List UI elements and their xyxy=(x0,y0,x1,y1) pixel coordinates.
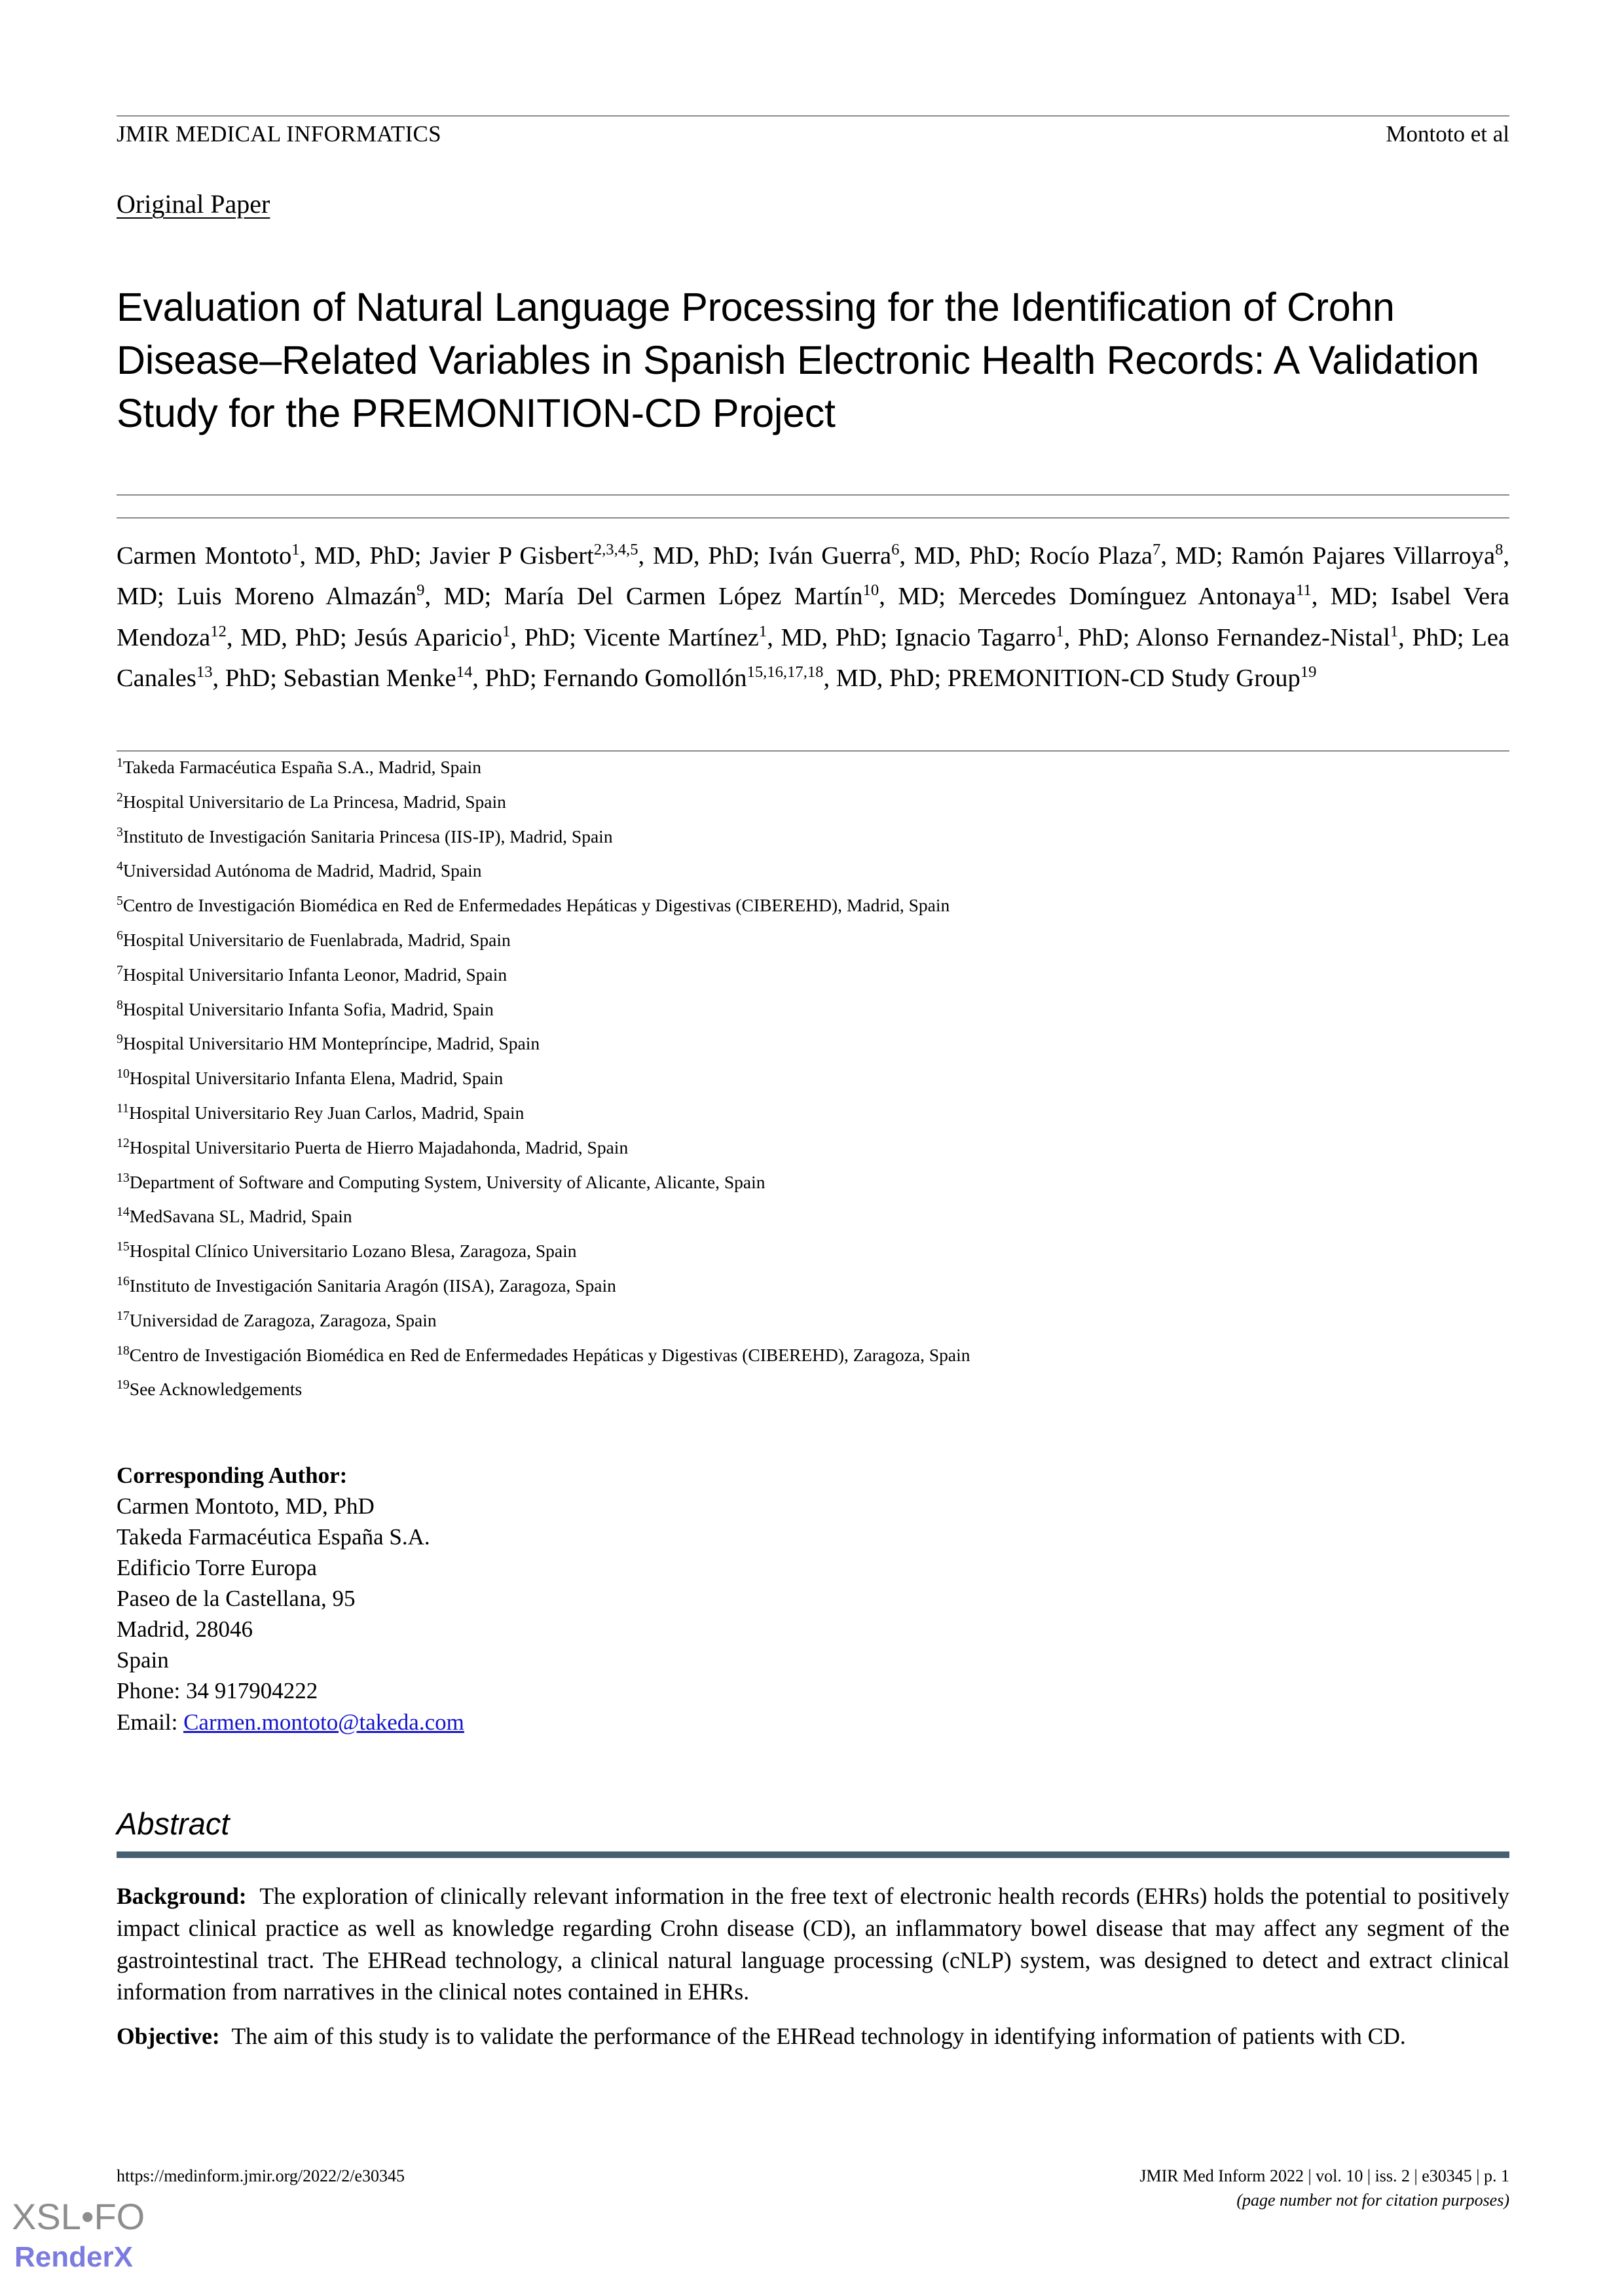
affiliation-number: 4 xyxy=(117,859,123,874)
author-name: Jesús Aparicio xyxy=(354,623,502,651)
author-list xyxy=(117,536,1509,699)
author-affiliation-index: 1 xyxy=(291,541,300,559)
affiliation-number: 16 xyxy=(117,1273,130,1288)
abstract-section-text: The exploration of clinically relevant information in the free text of electronic health records (EHRs) holds the potential to positively impact clinical practice as well as knowledge regarding Crohn disease (CD), an inflammatory bowel disease that may affect any segment of the gastrointestinal tract. The EHRead technology, a clinical natural language processing (cNLP) system, was designed to detect and extract clinical information from narratives in the clinical notes contained in EHRs. xyxy=(117,1883,1510,2005)
affiliation-item xyxy=(117,1239,1509,1262)
footer-citation-note: (page number not for citation purposes) xyxy=(1236,2190,1509,2210)
affiliation-number: 9 xyxy=(117,1032,123,1047)
author-affiliation-index: 9 xyxy=(416,581,425,600)
author-degrees: , MD, PhD; xyxy=(638,542,769,570)
affiliation-text: Universidad de Zaragoza, Zaragoza, Spain xyxy=(129,1309,437,1330)
author-affiliation-index: 7 xyxy=(1153,541,1161,559)
author-affiliation-index: 8 xyxy=(1495,541,1504,559)
author-degrees: , MD; xyxy=(424,583,504,611)
author-affiliation-index: 13 xyxy=(196,663,213,682)
author-affiliation-index: 2,3,4,5 xyxy=(593,541,638,559)
affiliation-number: 8 xyxy=(117,997,123,1012)
affiliation-item xyxy=(117,1308,1509,1330)
abstract-heading: Abstract xyxy=(117,1806,230,1841)
author-name: Isabel Vera Mendoza xyxy=(117,583,1510,651)
author-name: Carmen Montoto xyxy=(117,542,292,570)
corresponding-author-heading: Corresponding Author: xyxy=(117,1463,348,1488)
xsl-fo-wordmark: XSL•FO xyxy=(12,2196,145,2237)
affiliation-item xyxy=(117,1343,1509,1365)
corresponding-author-city-zip: Madrid, 28046 xyxy=(117,1616,253,1643)
abstract-section-label: Objective: xyxy=(117,2023,220,2050)
affiliation-text: Instituto de Investigación Sanitaria Aragón (IISA), Zaragoza, Spain xyxy=(129,1275,616,1296)
footer-url[interactable]: https://medinform.jmir.org/2022/2/e30345 xyxy=(117,2166,405,2185)
page-title: Evaluation of Natural Language Processing for the Identification of Crohn Disease–Related Variables in Spanish Electronic Health Records: A Validation Study for the PREMONITION-CD Project xyxy=(117,284,1479,436)
author-name: Alonso Fernandez-Nistal xyxy=(1135,623,1390,651)
affiliation-list xyxy=(117,755,1509,1415)
affiliation-number: 6 xyxy=(117,928,123,943)
affiliation-number: 1 xyxy=(117,755,123,770)
affiliation-text: See Acknowledgements xyxy=(129,1379,303,1400)
affiliation-item xyxy=(117,1207,1509,1226)
affiliation-item xyxy=(117,859,1509,881)
affiliation-text: Universidad Autónoma de Madrid, Madrid, Spain xyxy=(122,860,482,881)
author-name: Sebastian Menke xyxy=(283,665,456,693)
author-affiliation-index: 15,16,17,18 xyxy=(747,663,824,682)
affiliation-text: Hospital Universitario Infanta Elena, Madrid, Spain xyxy=(129,1068,504,1089)
affiliation-text: Hospital Universitario Puerta de Hierro Majadahonda, Madrid, Spain xyxy=(129,1137,629,1157)
author-affiliation-index: 1 xyxy=(1390,622,1399,640)
footer-citation-block xyxy=(1139,2164,1509,2213)
affiliation-text: MedSavana SL, Madrid, Spain xyxy=(129,1206,352,1227)
author-name: María Del Carmen López Martín xyxy=(504,583,863,611)
affiliation-item xyxy=(117,1066,1509,1089)
affiliation-item xyxy=(117,1273,1509,1296)
affiliation-text: Instituto de Investigación Sanitaria Princesa (IIS-IP), Madrid, Spain xyxy=(122,826,613,847)
author-affiliation-index: 6 xyxy=(891,541,900,559)
affiliation-item xyxy=(117,1101,1509,1123)
author-name: PREMONITION-CD Study Group xyxy=(947,665,1301,693)
author-degrees: , MD, PhD; xyxy=(226,623,355,651)
affiliation-number: 19 xyxy=(117,1377,130,1393)
affiliation-number: 3 xyxy=(117,824,123,839)
affiliation-number: 14 xyxy=(117,1205,130,1220)
author-name: Ignacio Tagarro xyxy=(895,623,1056,651)
affiliation-number: 18 xyxy=(117,1343,130,1358)
corresponding-author-organization: Takeda Farmacéutica España S.A. xyxy=(117,1524,430,1550)
corresponding-author-phone: Phone: 34 917904222 xyxy=(117,1678,318,1704)
author-degrees: , PhD; xyxy=(1398,623,1472,651)
email-label: Email: xyxy=(117,1709,184,1735)
affiliation-number: 11 xyxy=(117,1101,130,1116)
affiliation-item xyxy=(117,790,1509,812)
author-degrees: , MD; xyxy=(879,583,959,611)
affiliation-number: 2 xyxy=(117,790,123,805)
author-degrees: , PhD; xyxy=(472,665,544,693)
title-rule-top xyxy=(117,494,1509,496)
author-name: Lea Canales xyxy=(117,623,1510,693)
corresponding-author-street: Paseo de la Castellana, 95 xyxy=(117,1586,356,1612)
email-link[interactable]: Carmen.montoto@takeda.com xyxy=(183,1709,464,1735)
running-head-authors: Montoto et al xyxy=(1386,121,1509,147)
author-affiliation-index: 10 xyxy=(862,581,879,600)
author-name: Javier P Gisbert xyxy=(430,542,594,570)
author-degrees: , PhD; xyxy=(212,665,284,693)
author-affiliation-index: 11 xyxy=(1295,581,1312,600)
author-name: Vicente Martínez xyxy=(583,623,759,651)
author-affiliation-index: 19 xyxy=(1300,663,1317,682)
running-head xyxy=(117,122,1509,147)
author-degrees: , MD, PhD; xyxy=(899,542,1029,570)
footer-citation: JMIR Med Inform 2022 | vol. 10 | iss. 2 | e30345 | p. 1 xyxy=(1139,2166,1509,2185)
author-degrees: , MD, PhD; xyxy=(767,623,895,651)
affiliation-text: Hospital Universitario HM Montepríncipe, Madrid, Spain xyxy=(122,1033,540,1054)
affiliation-item xyxy=(117,824,1509,847)
author-degrees: , MD; xyxy=(1160,542,1232,570)
affiliation-text: Hospital Universitario Rey Juan Carlos, Madrid, Spain xyxy=(129,1102,525,1123)
affiliation-number: 12 xyxy=(117,1135,130,1150)
author-name: Ramón Pajares Villarroya xyxy=(1231,542,1496,570)
page-footer xyxy=(117,2164,1509,2213)
corresponding-author-block xyxy=(117,1460,1509,1738)
affiliation-number: 17 xyxy=(117,1308,130,1323)
affiliation-item xyxy=(117,962,1509,985)
corresponding-author-building: Edificio Torre Europa xyxy=(117,1555,317,1581)
author-name: Fernando Gomollón xyxy=(543,665,747,693)
author-name: Luis Moreno Almazán xyxy=(177,583,417,611)
abstract-section xyxy=(117,2020,1509,2052)
author-affiliation-index: 1 xyxy=(502,622,511,640)
author-degrees: , MD; xyxy=(117,542,1510,611)
affiliation-item xyxy=(117,1170,1509,1192)
author-affiliation-index: 1 xyxy=(758,622,767,640)
journal-name: JMIR MEDICAL INFORMATICS xyxy=(117,121,441,147)
affiliation-item xyxy=(117,755,1509,777)
corresponding-author-country: Spain xyxy=(117,1647,169,1673)
affiliation-text: Centro de Investigación Biomédica en Red de Enfermedades Hepáticas y Digestivas (CIBEREHD), Zaragoza, Spain xyxy=(129,1344,970,1365)
affiliation-item xyxy=(117,896,1509,915)
author-affiliation-index: 12 xyxy=(210,622,227,640)
running-head-rule xyxy=(117,115,1509,117)
author-degrees: , MD; xyxy=(1311,583,1391,611)
author-name: Mercedes Domínguez Antonaya xyxy=(958,583,1296,611)
author-degrees: , MD, PhD; xyxy=(299,542,430,570)
affiliation-item xyxy=(117,1135,1509,1157)
corresponding-author-name: Carmen Montoto, MD, PhD xyxy=(117,1493,375,1520)
affiliation-number: 5 xyxy=(117,894,123,909)
affiliation-item xyxy=(117,1034,1509,1053)
affiliation-text: Takeda Farmacéutica España S.A., Madrid, Spain xyxy=(122,757,482,777)
abstract-body xyxy=(117,1880,1509,2065)
affiliation-number: 13 xyxy=(117,1170,130,1185)
author-affiliation-index: 14 xyxy=(456,663,473,682)
affiliation-number: 15 xyxy=(117,1239,130,1254)
author-name: Iván Guerra xyxy=(768,542,892,570)
abstract-rule xyxy=(117,1851,1509,1858)
affiliation-text: Centro de Investigación Biomédica en Red de Enfermedades Hepáticas y Digestivas (CIBEREHD), Madrid, Spain xyxy=(122,895,950,916)
affiliation-text: Hospital Universitario de Fuenlabrada, Madrid, Spain xyxy=(122,929,511,950)
author-name: Rocío Plaza xyxy=(1029,542,1153,570)
abstract-section-label: Background: xyxy=(117,1883,247,1909)
affiliation-text: Hospital Universitario Infanta Sofia, Madrid, Spain xyxy=(122,998,494,1019)
affiliation-text: Hospital Universitario Infanta Leonor, Madrid, Spain xyxy=(122,964,507,985)
affiliations-rule xyxy=(117,750,1509,752)
affiliation-item xyxy=(117,928,1509,950)
renderx-logo xyxy=(12,2198,169,2272)
abstract-section-text: The aim of this study is to validate the performance of the EHRead technology in identifying information of patients with CD. xyxy=(231,2023,1406,2050)
affiliation-text: Hospital Universitario de La Princesa, Madrid, Spain xyxy=(122,791,506,812)
author-degrees: , MD, PhD; xyxy=(823,665,948,693)
corresponding-author-email-line xyxy=(117,1707,1509,1738)
affiliation-number: 10 xyxy=(117,1066,130,1082)
article-type-label: Original Paper xyxy=(117,189,270,219)
author-degrees: , PhD; xyxy=(510,623,583,651)
author-affiliation-index: 1 xyxy=(1056,622,1064,640)
affiliation-number: 7 xyxy=(117,962,123,977)
renderx-wordmark: RenderX xyxy=(14,2241,133,2273)
affiliation-item xyxy=(117,997,1509,1019)
title-rule-bottom xyxy=(117,517,1509,519)
author-degrees: , PhD; xyxy=(1063,623,1136,651)
abstract-section xyxy=(117,1880,1509,2008)
affiliation-text: Department of Software and Computing System, University of Alicante, Alicante, Spain xyxy=(129,1171,766,1192)
affiliation-text: Hospital Clínico Universitario Lozano Blesa, Zaragoza, Spain xyxy=(129,1241,577,1262)
affiliation-item xyxy=(117,1377,1509,1400)
